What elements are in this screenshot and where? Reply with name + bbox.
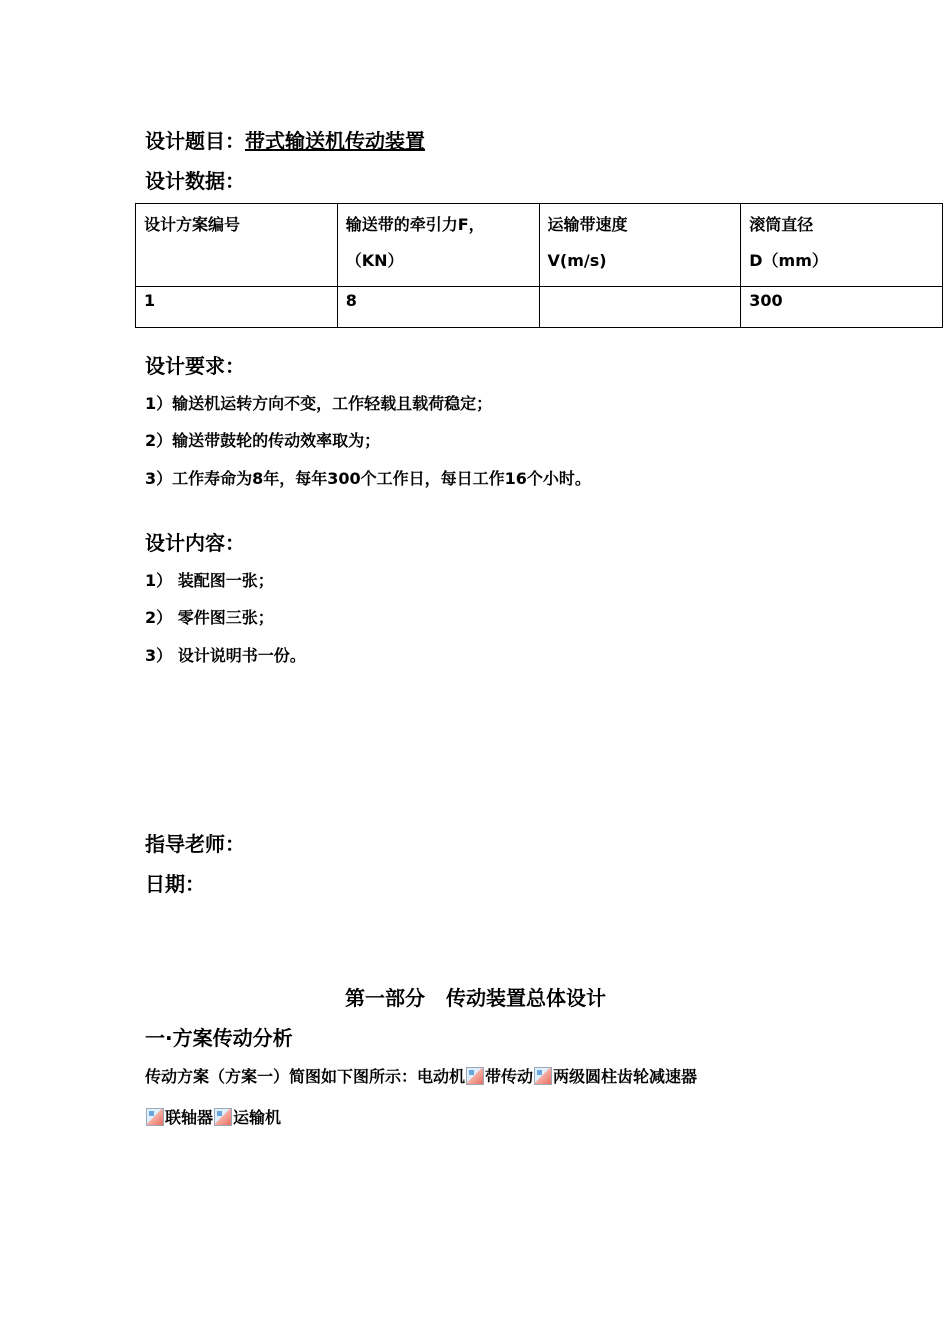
- requirement-item: 1）输送机运转方向不变，工作轻载且载荷稳定；: [145, 394, 493, 413]
- design-title: [145, 125, 425, 154]
- scheme-line-2: [145, 1105, 281, 1128]
- design-data-table: [135, 203, 943, 328]
- table-header-cell: 输送带的牵引力F， （KN）: [337, 204, 539, 287]
- chain-item: 带传动: [485, 1067, 534, 1086]
- requirement-item: 2）输送带鼓轮的传动效率取为；: [145, 431, 381, 450]
- design-title-label: 设计题目：: [145, 129, 245, 153]
- table-cell: [539, 287, 741, 328]
- chain-item: 电动机: [417, 1067, 466, 1086]
- table-header-cell: 运输带速度 V(m/s): [539, 204, 741, 287]
- table-cell: 300: [741, 287, 943, 328]
- requirement-item: 3）工作寿命为8年，每年300个工作日，每日工作16个小时。: [145, 469, 591, 488]
- chain-item: 两级圆柱齿轮减速器: [553, 1067, 698, 1086]
- table-header-row: [136, 204, 943, 287]
- chain-item: 联轴器: [165, 1108, 214, 1127]
- table-cell: 1: [136, 287, 338, 328]
- section-heading: 一·方案传动分析: [145, 1026, 293, 1050]
- broken-image-icon: [466, 1067, 484, 1085]
- chain-item: 运输机: [233, 1108, 282, 1127]
- broken-image-icon: [214, 1108, 232, 1126]
- table-header-cell: 设计方案编号: [136, 204, 338, 287]
- design-title-value: 带式输送机传动装置: [245, 129, 425, 153]
- content-item: 2） 零件图三张；: [145, 608, 274, 627]
- content-item: 1） 装配图一张；: [145, 571, 274, 590]
- advisor-label: 指导老师：: [145, 832, 245, 856]
- broken-image-icon: [146, 1108, 164, 1126]
- design-data-label: 设计数据：: [145, 169, 245, 193]
- content-item: 3） 设计说明书一份。: [145, 646, 306, 665]
- date-label: 日期：: [145, 872, 205, 896]
- part-title: 第一部分 传动装置总体设计: [345, 986, 606, 1010]
- requirements-label: 设计要求：: [145, 354, 245, 378]
- contents-label: 设计内容：: [145, 531, 245, 555]
- table-row: [136, 287, 943, 328]
- broken-image-icon: [534, 1067, 552, 1085]
- table-header-cell: 滚筒直径 D（mm）: [741, 204, 943, 287]
- scheme-line-1: 传动方案（方案一）简图如下图所示：电动机 带传动 两级圆柱齿轮减速器: [145, 1067, 698, 1086]
- table-cell: 8: [337, 287, 539, 328]
